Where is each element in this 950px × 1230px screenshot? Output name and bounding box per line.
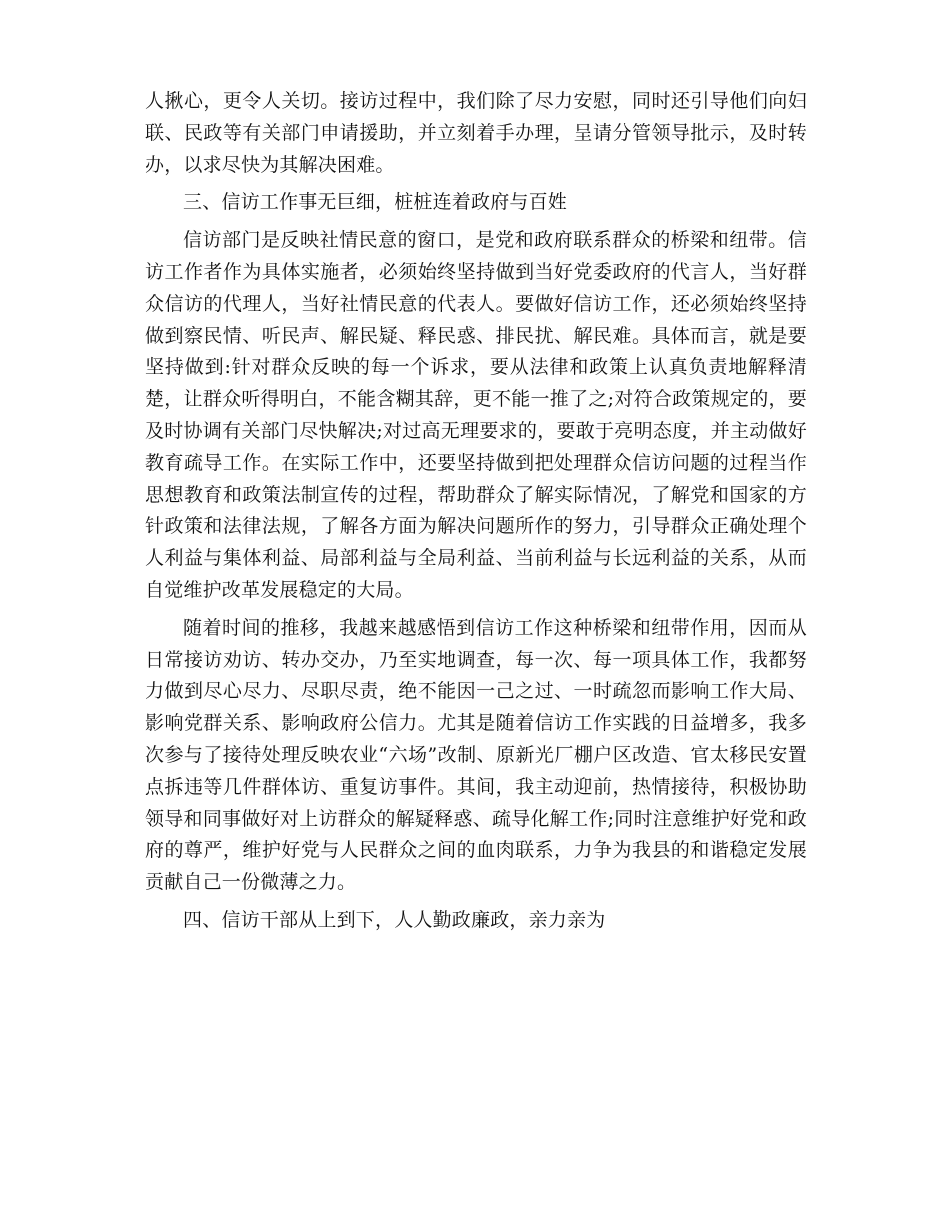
paragraph-petition-window: 信访部门是反映社情民意的窗口，是党和政府联系群众的桥梁和纽带。信访工作者作为具体实施者，必须始终坚持做到当好党委政府的代言人，当好群众信访的代理人，当好社情民意的代表人。要做好信访工作，还必须始终坚持做到察民情、听民声、解民疑、释民惑、排民扰、解民难。具体而言，就是要坚持做到:针对群众反映的每一个诉求，要从法律和政策上认真负责地解释清楚，让群众听得明白，不能含糊其辞，更不能一推了之;对符合政策规定的，要及时协调有关部门尽快解决;对过高无理要求的，要敢于亮明态度，并主动做好教育疏导工作。在实际工作中，还要坚持做到把处理群众信访问题的过程当作思想教育和政策法制宣传的过程，帮助群众了解实际情况，了解党和国家的方针政策和法律法规，了解各方面为解决问题所作的努力，引导群众正确处理个人利益与集体利益、局部利益与全局利益、当前利益与长远利益的关系，从而自觉维护改革发展稳定的大局。 [145, 229, 807, 601]
paragraph-bridge-role: 随着时间的推移，我越来越感悟到信访工作这种桥梁和纽带作用，因而从日常接访劝访、转办交办，乃至实地调查，每一次、每一项具体工作，我都努力做到尽心尽力、尽职尽责，绝不能因一己之过、一时疏忽而影响工作大局、影响党群关系、影响政府公信力。尤其是随着信访工作实践的日益增多，我多次参与了接待处理反映农业“六场”改制、原新光厂棚户区改造、官太移民安置点拆违等几件群体访、重复访事件。其间，我主动迎前，热情接待，积极协助领导和同事做好对上访群众的解疑释惑、疏导化解工作;同时注意维护好党和政府的尊严，维护好党与人民群众之间的血肉联系，力争为我县的和谐稳定发展贡献自己一份微薄之力。 [145, 616, 807, 894]
section-heading-three: 三、信访工作事无巨细，桩桩连着政府与百姓 [183, 191, 568, 214]
document-body [145, 86, 807, 937]
paragraph-continuation: 人揪心，更令人关切。接访过程中，我们除了尽力安慰，同时还引导他们向妇联、民政等有关部门申请援助，并立刻着手办理，呈请分管领导批示，及时转办，以求尽快为其解决困难。 [145, 90, 807, 176]
section-heading-four: 四、信访干部从上到下，人人勤政廉政，亲力亲为 [183, 908, 606, 931]
